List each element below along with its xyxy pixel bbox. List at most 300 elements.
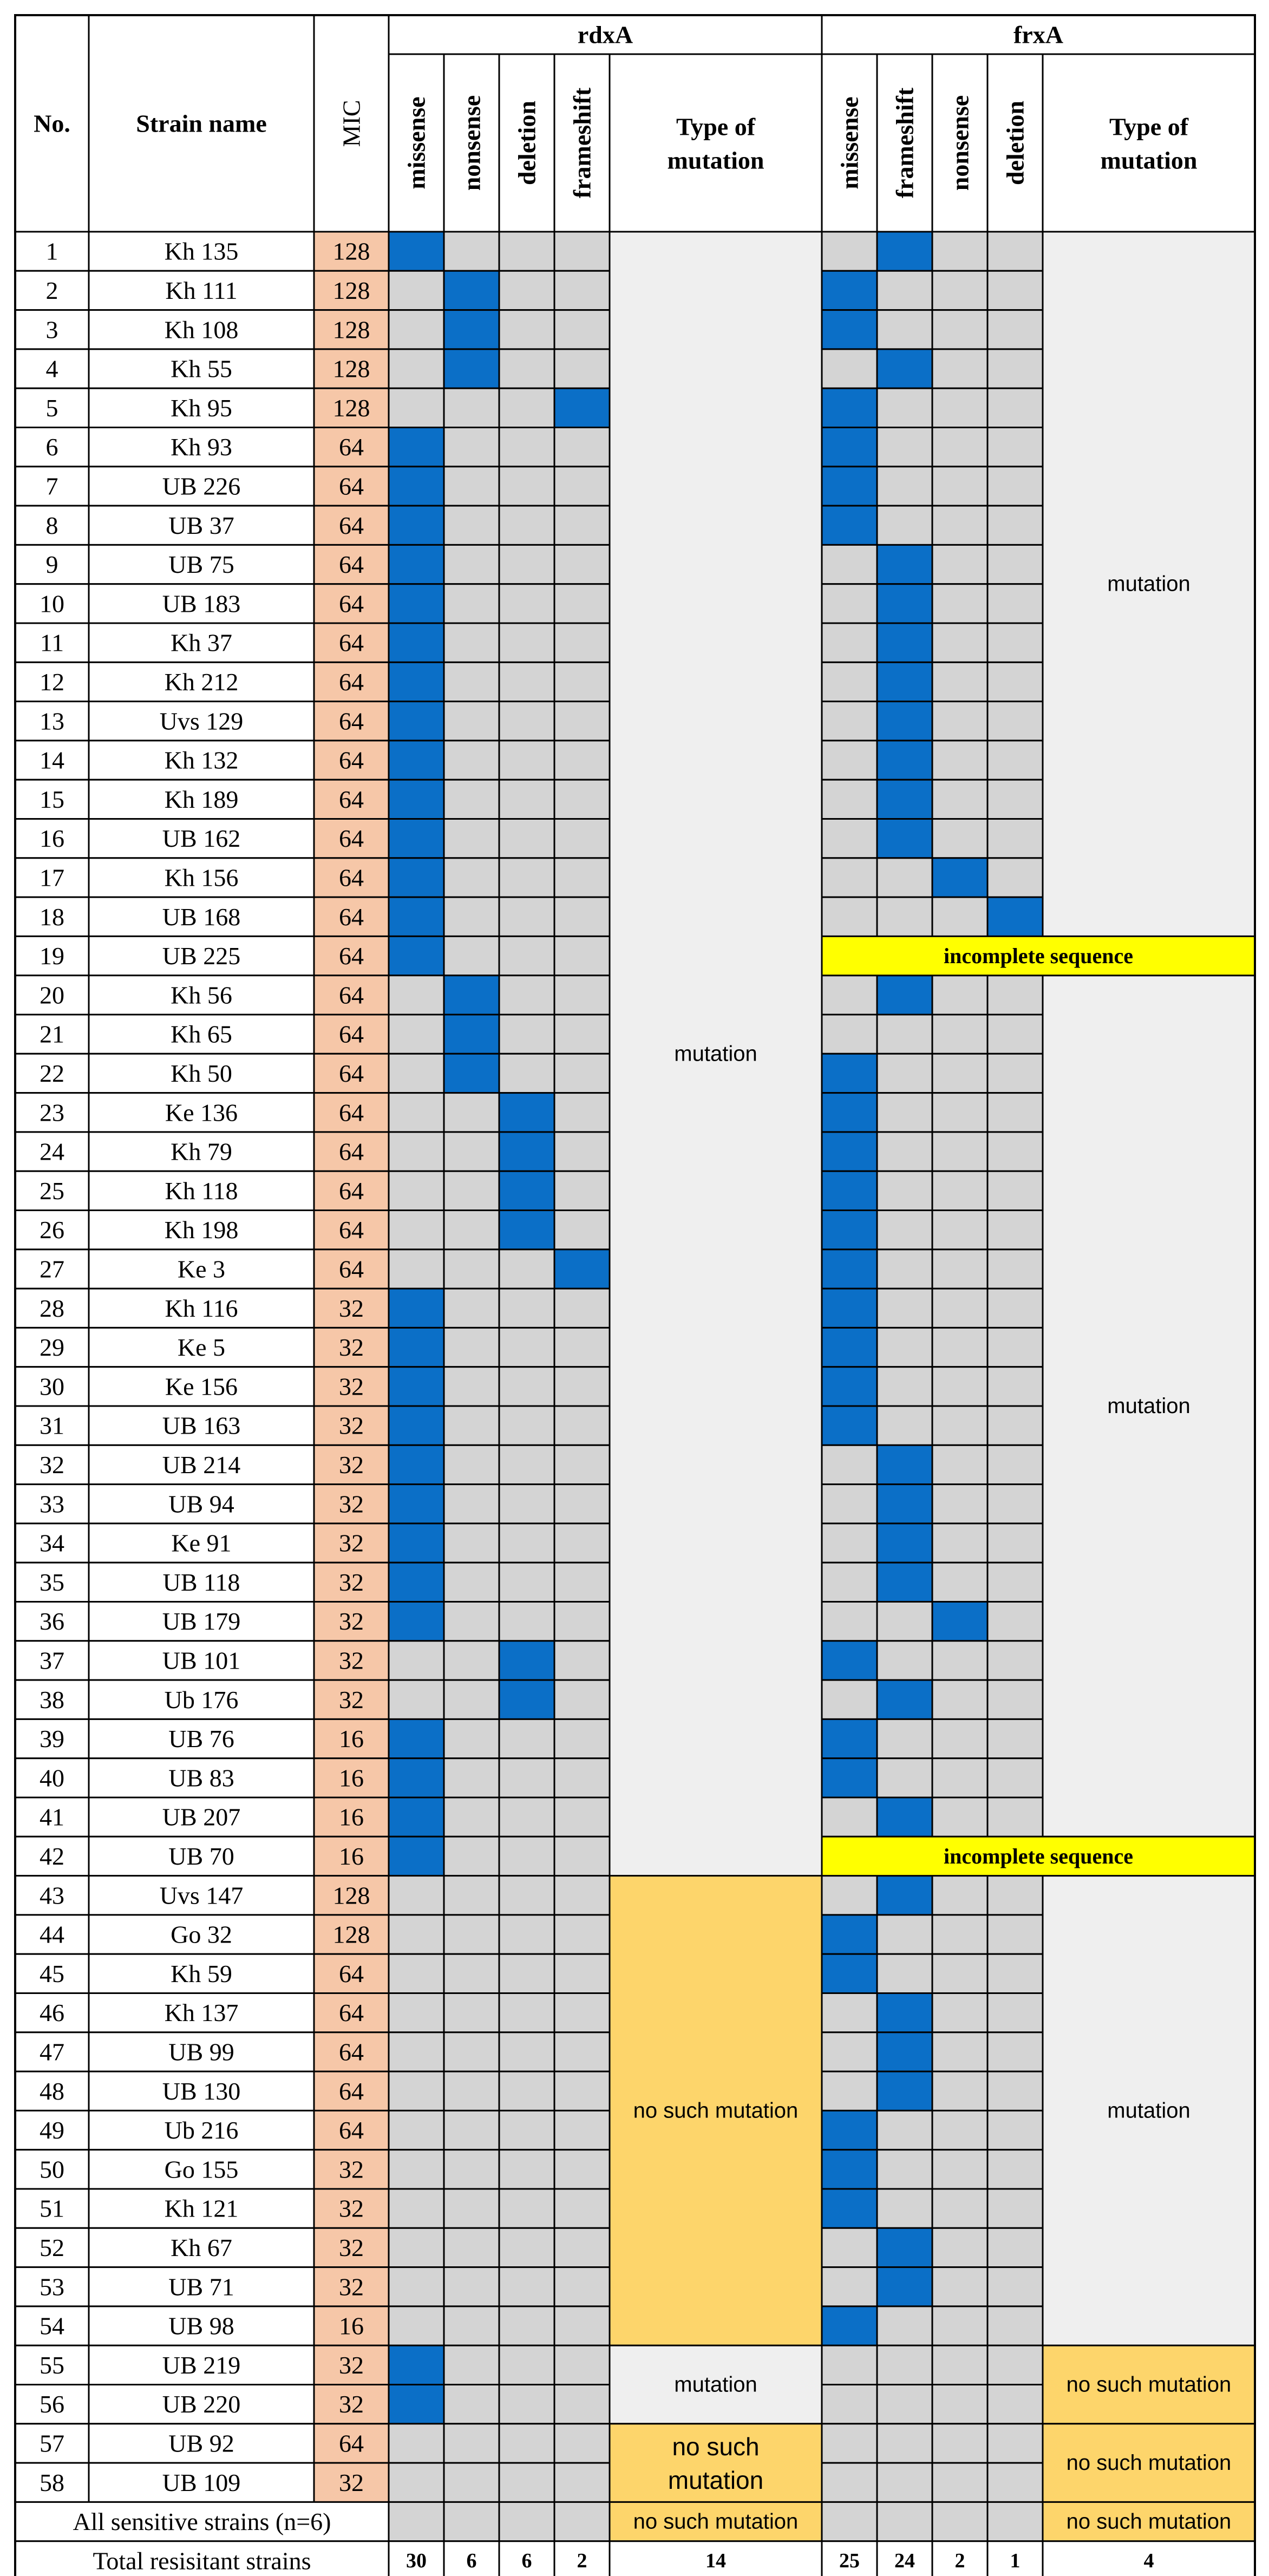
rdx-mark-absent xyxy=(499,1054,554,1093)
frx-mark-absent xyxy=(987,2345,1043,2384)
rdx-mark-absent xyxy=(554,1171,610,1210)
frx-mark-absent xyxy=(987,584,1043,623)
frx-mark-absent xyxy=(932,2110,987,2149)
frx-mark-absent xyxy=(822,232,877,271)
frx-type-label: mutation xyxy=(1107,1394,1190,1418)
rdx-mark-absent xyxy=(444,2345,499,2384)
frx-mark-absent xyxy=(877,1132,932,1171)
frx-mark-absent xyxy=(987,2463,1043,2502)
frx-mark-absent xyxy=(877,2463,932,2502)
rdx-mark-absent xyxy=(389,2463,444,2502)
rdx-mark-absent xyxy=(499,1993,554,2032)
rdx-mark-absent xyxy=(554,1015,610,1054)
frx-mark-absent xyxy=(987,232,1043,271)
rdx-mark-absent xyxy=(444,702,499,741)
row-mic: 64 xyxy=(339,511,364,539)
rdx-mark-absent xyxy=(499,545,554,584)
frx-mark-absent xyxy=(822,897,877,936)
row-no: 15 xyxy=(40,785,64,813)
rdx-mark-absent xyxy=(444,1250,499,1289)
frx-mark-absent xyxy=(877,2385,932,2424)
rdx-mark-present xyxy=(389,1445,444,1484)
rdx-mark-absent xyxy=(444,2385,499,2424)
rdx-mark-absent xyxy=(389,976,444,1015)
rdx-mark-absent xyxy=(444,1797,499,1836)
frx-mark-absent xyxy=(987,858,1043,897)
frx-mark-absent xyxy=(987,388,1043,427)
frx-mark-present xyxy=(877,349,932,388)
frx-mark-present xyxy=(822,1211,877,1250)
row-strain-name: UB 109 xyxy=(162,2468,241,2496)
header-mic: MIC xyxy=(337,100,365,147)
row-no: 28 xyxy=(40,1294,64,1322)
row-strain-name: Kh 212 xyxy=(164,668,239,696)
frx-mark-present xyxy=(877,2032,932,2071)
frx-mark-absent xyxy=(932,2424,987,2463)
frx-mark-absent xyxy=(987,1758,1043,1797)
frx-mark-absent xyxy=(877,1602,932,1641)
frx-mark-present xyxy=(877,1876,932,1915)
frx-mark-absent xyxy=(822,2032,877,2071)
row-mic: 64 xyxy=(339,1959,364,1987)
frx-mark-present xyxy=(822,467,877,506)
row-mic: 32 xyxy=(339,1529,364,1557)
frx-mark-absent xyxy=(932,2071,987,2110)
rdx-mark-present xyxy=(499,1171,554,1210)
frx-mark-absent xyxy=(932,1876,987,1915)
rdx-mark-absent xyxy=(499,271,554,310)
rdx-mark-absent xyxy=(389,2189,444,2228)
frx-mark-present xyxy=(877,1562,932,1601)
rdx-mark-absent xyxy=(444,1485,499,1524)
rdx-mark-absent xyxy=(554,1445,610,1484)
frx-mark-absent xyxy=(987,2189,1043,2228)
row-no: 21 xyxy=(40,1020,64,1048)
frx-mark-absent xyxy=(932,1132,987,1171)
frx-mark-absent xyxy=(822,976,877,1015)
sensitive-rdx-mark-absent xyxy=(499,2502,554,2541)
rdx-mark-present xyxy=(499,1211,554,1250)
rdx-mark-absent xyxy=(554,1641,610,1680)
frx-mark-absent xyxy=(822,1993,877,2032)
rdx-mark-absent xyxy=(499,2267,554,2306)
frx-mark-absent xyxy=(822,662,877,701)
rdx-mark-present xyxy=(444,976,499,1015)
frx-mark-present xyxy=(822,1132,877,1171)
rdx-mark-absent xyxy=(554,1758,610,1797)
frx-mark-present xyxy=(822,310,877,349)
row-mic: 16 xyxy=(339,2312,364,2340)
row-mic: 64 xyxy=(339,1999,364,2027)
row-strain-name: UB 71 xyxy=(168,2273,234,2301)
rdx-mark-absent xyxy=(444,1289,499,1328)
rdx-mark-absent xyxy=(499,1876,554,1915)
row-strain-name: UB 92 xyxy=(168,2429,234,2457)
frx-mark-absent xyxy=(822,1602,877,1641)
rdx-mark-absent xyxy=(554,1132,610,1171)
frx-mark-present xyxy=(877,1993,932,2032)
row-mic: 64 xyxy=(339,2429,364,2457)
rdx-mark-present xyxy=(389,1758,444,1797)
frx-mark-absent xyxy=(987,1602,1043,1641)
frx-mark-absent xyxy=(822,584,877,623)
header-no: No. xyxy=(34,109,70,138)
rdx-mark-absent xyxy=(499,310,554,349)
header-rdx-frameshift: frameshift xyxy=(568,87,596,199)
frx-mark-absent xyxy=(932,702,987,741)
frx-mark-absent xyxy=(987,2110,1043,2149)
rdx-mark-absent xyxy=(444,467,499,506)
header-frx-frameshift: frameshift xyxy=(891,87,919,199)
row-no: 17 xyxy=(40,864,64,892)
rdx-mark-absent xyxy=(389,388,444,427)
rdx-mark-absent xyxy=(444,1562,499,1601)
row-no: 10 xyxy=(40,590,64,618)
row-mic: 64 xyxy=(339,942,364,970)
rdx-mark-present xyxy=(389,2345,444,2384)
row-no: 48 xyxy=(40,2077,64,2105)
frx-mark-absent xyxy=(877,2189,932,2228)
rdx-mark-present xyxy=(389,1485,444,1524)
rdx-mark-absent xyxy=(444,2463,499,2502)
rdx-mark-absent xyxy=(499,1524,554,1562)
row-no: 23 xyxy=(40,1099,64,1127)
frx-mark-present xyxy=(932,1602,987,1641)
rdx-mark-absent xyxy=(389,1132,444,1171)
sensitive-frx-type: no such mutation xyxy=(1066,2509,1232,2534)
row-no: 6 xyxy=(45,433,58,461)
rdx-mark-absent xyxy=(444,1445,499,1484)
rdx-mark-absent xyxy=(554,623,610,662)
rdx-mark-absent xyxy=(444,232,499,271)
row-no: 42 xyxy=(40,1842,64,1870)
rdx-mark-absent xyxy=(389,1876,444,1915)
rdx-mark-absent xyxy=(499,1797,554,1836)
frx-mark-present xyxy=(877,2267,932,2306)
rdx-mark-absent xyxy=(499,2463,554,2502)
frx-mark-present xyxy=(822,1915,877,1954)
rdx-mark-absent xyxy=(554,858,610,897)
rdx-mark-present xyxy=(444,1015,499,1054)
row-mic: 64 xyxy=(339,1099,364,1127)
frx-mark-absent xyxy=(932,897,987,936)
frx-mark-absent xyxy=(987,1250,1043,1289)
frx-mark-absent xyxy=(822,1562,877,1601)
total-rdx-value: 30 xyxy=(406,2549,427,2572)
row-mic: 64 xyxy=(339,2077,364,2105)
row-no: 47 xyxy=(40,2038,64,2066)
rdx-mark-absent xyxy=(389,1093,444,1132)
row-no: 9 xyxy=(45,551,58,579)
rdx-mark-absent xyxy=(499,1445,554,1484)
rdx-mark-absent xyxy=(444,2071,499,2110)
row-no: 29 xyxy=(40,1333,64,1362)
frx-mark-absent xyxy=(987,506,1043,545)
frx-mark-absent xyxy=(987,467,1043,506)
rdx-mark-absent xyxy=(389,271,444,310)
rdx-mark-absent xyxy=(389,2150,444,2189)
row-no: 16 xyxy=(40,825,64,853)
rdx-mark-absent xyxy=(389,1054,444,1093)
row-no: 24 xyxy=(40,1137,64,1166)
rdx-mark-absent xyxy=(499,584,554,623)
rdx-mark-absent xyxy=(389,2306,444,2345)
row-no: 8 xyxy=(45,511,58,539)
rdx-mark-absent xyxy=(389,1915,444,1954)
rdx-mark-absent xyxy=(444,1836,499,1875)
rdx-mark-absent xyxy=(499,1485,554,1524)
row-strain-name: Kh 56 xyxy=(171,981,232,1009)
row-no: 52 xyxy=(40,2233,64,2261)
rdx-mark-absent xyxy=(444,1171,499,1210)
row-strain-name: Uvs 129 xyxy=(159,707,244,735)
rdx-mark-absent xyxy=(499,936,554,975)
rdx-mark-present xyxy=(499,1132,554,1171)
rdx-mark-absent xyxy=(389,1993,444,2032)
row-strain-name: Kh 198 xyxy=(164,1216,239,1244)
frx-mark-absent xyxy=(932,1054,987,1093)
row-mic: 64 xyxy=(339,2038,364,2066)
row-mic: 128 xyxy=(332,394,370,422)
header-rdx-missense: missense xyxy=(402,96,430,189)
rdx-mark-present xyxy=(389,1524,444,1562)
rdx-mark-present xyxy=(389,2385,444,2424)
row-strain-name: Kh 79 xyxy=(171,1137,232,1166)
frx-mark-absent xyxy=(877,1758,932,1797)
frx-mark-present xyxy=(822,388,877,427)
rdx-mark-present xyxy=(444,271,499,310)
rdx-mark-absent xyxy=(444,1954,499,1993)
header-rdx-type-cell xyxy=(610,54,822,232)
frx-mark-present xyxy=(822,1328,877,1367)
rdx-mark-absent xyxy=(444,1758,499,1797)
rdx-mark-absent xyxy=(554,1211,610,1250)
row-strain-name: UB 220 xyxy=(162,2390,241,2418)
frx-mark-present xyxy=(877,1445,932,1484)
rdx-mark-absent xyxy=(499,1562,554,1601)
frx-mark-present xyxy=(877,584,932,623)
frx-mark-present xyxy=(877,662,932,701)
frx-mark-absent xyxy=(932,2267,987,2306)
rdx-mark-absent xyxy=(444,2228,499,2267)
frx-mark-absent xyxy=(822,1797,877,1836)
row-no: 12 xyxy=(40,668,64,696)
row-no: 35 xyxy=(40,1568,64,1596)
rdx-mark-absent xyxy=(554,819,610,858)
rdx-mark-absent xyxy=(444,858,499,897)
rdx-mark-absent xyxy=(499,976,554,1015)
header-frx-missense: missense xyxy=(835,96,864,189)
row-mic: 64 xyxy=(339,2116,364,2145)
frx-mark-absent xyxy=(987,1132,1043,1171)
rdx-mark-present xyxy=(389,702,444,741)
header-rdx-type-line2: mutation xyxy=(667,146,764,174)
row-strain-name: UB 75 xyxy=(168,551,234,579)
rdx-mark-absent xyxy=(389,310,444,349)
rdx-mark-present xyxy=(389,897,444,936)
row-mic: 16 xyxy=(339,1842,364,1870)
rdx-mark-absent xyxy=(554,1680,610,1719)
frx-mark-absent xyxy=(932,1797,987,1836)
rdx-mark-absent xyxy=(499,1250,554,1289)
header-rdx-deletion: deletion xyxy=(513,101,541,185)
frx-mark-absent xyxy=(877,428,932,467)
frx-mark-absent xyxy=(987,2385,1043,2424)
rdx-mark-absent xyxy=(554,702,610,741)
row-no: 7 xyxy=(45,472,58,500)
frx-mark-absent xyxy=(822,2385,877,2424)
rdx-mark-present xyxy=(389,1406,444,1445)
row-mic: 128 xyxy=(332,1881,370,1910)
row-no: 5 xyxy=(45,394,58,422)
row-no: 51 xyxy=(40,2194,64,2222)
row-strain-name: Kh 95 xyxy=(171,394,232,422)
row-mic: 32 xyxy=(339,2351,364,2379)
frx-mark-absent xyxy=(987,349,1043,388)
frx-type-label: mutation xyxy=(1107,572,1190,596)
rdx-mark-absent xyxy=(444,1328,499,1367)
frx-mark-absent xyxy=(932,1445,987,1484)
rdx-mark-absent xyxy=(444,819,499,858)
row-mic: 64 xyxy=(339,707,364,735)
frx-mark-absent xyxy=(987,1367,1043,1406)
frx-mark-absent xyxy=(877,1328,932,1367)
rdx-mark-absent xyxy=(554,2110,610,2149)
row-mic: 64 xyxy=(339,903,364,931)
frx-mark-absent xyxy=(987,976,1043,1015)
frx-mark-absent xyxy=(932,1524,987,1562)
frx-mark-absent xyxy=(822,702,877,741)
rdx-mark-absent xyxy=(499,819,554,858)
frx-mark-absent xyxy=(932,1485,987,1524)
frx-mark-absent xyxy=(932,1680,987,1719)
row-strain-name: Go 32 xyxy=(171,1920,232,1949)
frx-mark-absent xyxy=(987,271,1043,310)
row-mic: 32 xyxy=(339,1333,364,1362)
row-mic: 64 xyxy=(339,433,364,461)
rdx-mark-present xyxy=(444,349,499,388)
row-no: 46 xyxy=(40,1999,64,2027)
row-no: 58 xyxy=(40,2468,64,2496)
row-mic: 64 xyxy=(339,1216,364,1244)
frx-mark-absent xyxy=(822,545,877,584)
rdx-mark-present xyxy=(389,1289,444,1328)
row-strain-name: Kh 121 xyxy=(164,2194,239,2222)
rdx-mark-absent xyxy=(554,310,610,349)
rdx-mark-absent xyxy=(554,1562,610,1601)
row-strain-name: UB 76 xyxy=(168,1725,234,1753)
frx-mark-present xyxy=(822,1954,877,1993)
frx-mark-absent xyxy=(822,349,877,388)
rdx-mark-absent xyxy=(444,2306,499,2345)
rdx-mark-absent xyxy=(499,1836,554,1875)
frx-mark-absent xyxy=(987,2071,1043,2110)
rdx-mark-absent xyxy=(389,1250,444,1289)
frx-mark-absent xyxy=(822,1485,877,1524)
rdx-mark-present xyxy=(499,1641,554,1680)
row-mic: 32 xyxy=(339,2390,364,2418)
frx-mark-absent xyxy=(822,2228,877,2267)
rdx-mark-absent xyxy=(554,1876,610,1915)
row-strain-name: Kh 65 xyxy=(171,1020,232,1048)
frx-mark-absent xyxy=(932,1641,987,1680)
frx-mark-absent xyxy=(987,1328,1043,1367)
row-no: 39 xyxy=(40,1725,64,1753)
rdx-mark-absent xyxy=(389,1211,444,1250)
total-frx-type-value: 4 xyxy=(1143,2549,1154,2572)
row-strain-name: Kh 156 xyxy=(164,864,239,892)
rdx-mark-absent xyxy=(554,2306,610,2345)
row-mic: 64 xyxy=(339,1176,364,1205)
header-frx-type-line1: Type of xyxy=(1109,113,1189,141)
total-rdx-type-value: 14 xyxy=(705,2549,726,2572)
frx-mark-absent xyxy=(877,506,932,545)
rdx-mark-absent xyxy=(444,388,499,427)
header-rdxA: rdxA xyxy=(577,21,633,49)
frx-mark-absent xyxy=(932,1562,987,1601)
row-strain-name: Kh 67 xyxy=(171,2233,232,2261)
rdx-mark-absent xyxy=(554,2385,610,2424)
row-strain-name: UB 179 xyxy=(162,1607,241,1636)
frx-mark-absent xyxy=(932,232,987,271)
row-mic: 64 xyxy=(339,668,364,696)
row-mic: 128 xyxy=(332,237,370,265)
frx-mark-absent xyxy=(987,2424,1043,2463)
row-strain-name: Kh 135 xyxy=(164,237,239,265)
frx-mark-present xyxy=(822,1054,877,1093)
frx-mark-absent xyxy=(822,819,877,858)
frx-mark-present xyxy=(987,897,1043,936)
frx-mark-absent xyxy=(932,2463,987,2502)
frx-incomplete-sequence-label: incomplete sequence xyxy=(944,944,1133,969)
rdx-mark-present xyxy=(389,1836,444,1875)
frx-type-label: mutation xyxy=(1107,2098,1190,2123)
row-no: 44 xyxy=(40,1920,64,1949)
frx-mark-absent xyxy=(877,1367,932,1406)
row-strain-name: Kh 59 xyxy=(171,1959,232,1987)
header-rdx-type-line1: Type of xyxy=(676,113,756,141)
frx-mark-absent xyxy=(877,1289,932,1328)
frx-mark-absent xyxy=(822,1445,877,1484)
rdx-mark-absent xyxy=(444,1211,499,1250)
rdx-mark-absent xyxy=(444,1367,499,1406)
rdx-mark-absent xyxy=(554,1836,610,1875)
frx-mark-absent xyxy=(822,858,877,897)
rdx-mark-absent xyxy=(444,1915,499,1954)
rdx-mark-absent xyxy=(554,976,610,1015)
frx-mark-absent xyxy=(877,2306,932,2345)
frx-mark-absent xyxy=(877,1054,932,1093)
frx-mark-absent xyxy=(987,623,1043,662)
frx-incomplete-sequence-label: incomplete sequence xyxy=(944,1843,1133,1868)
rdx-mark-absent xyxy=(499,2110,554,2149)
rdx-mark-absent xyxy=(554,232,610,271)
frx-mark-absent xyxy=(932,1289,987,1328)
row-mic: 32 xyxy=(339,2233,364,2261)
rdx-mark-absent xyxy=(554,662,610,701)
rdx-mark-absent xyxy=(554,506,610,545)
frx-mark-present xyxy=(877,819,932,858)
total-rdx-value: 6 xyxy=(466,2549,477,2572)
row-strain-name: Kh 37 xyxy=(171,629,232,657)
rdx-mark-absent xyxy=(444,584,499,623)
rdx-mark-absent xyxy=(499,467,554,506)
rdx-mark-absent xyxy=(554,1485,610,1524)
frx-mark-absent xyxy=(987,1211,1043,1250)
row-strain-name: Ke 3 xyxy=(177,1255,226,1283)
frx-mark-present xyxy=(822,1758,877,1797)
row-strain-name: UB 207 xyxy=(162,1803,241,1831)
